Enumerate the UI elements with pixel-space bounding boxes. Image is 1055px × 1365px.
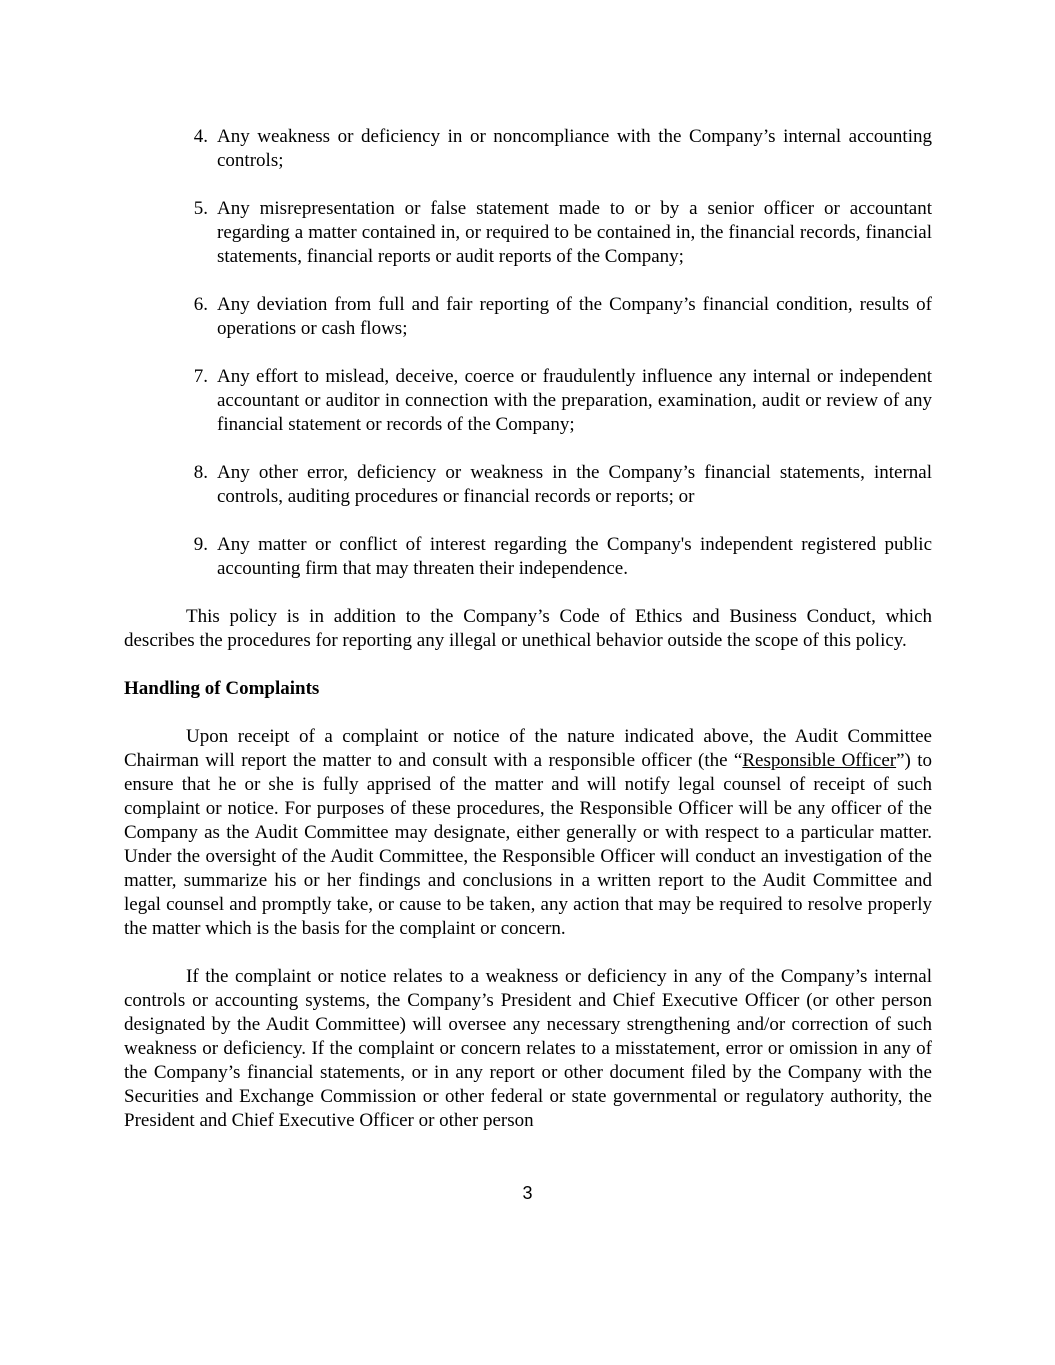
handling-paragraph [124,725,932,941]
list-item-number: 6. [193,294,208,315]
weakness-paragraph: If the complaint or notice relates to a weakness or deficiency in any of the Company’s internal controls or accounting systems, the Company’s President and Chief Executive Officer (or other person designated by the Audit Committee) will oversee any necessary strengthening and/or correction of such weakness or deficiency. If the complaint or concern relates to a misstatement, error or omission in any of the Company’s financial statements, or in any report or other document filed by the Company with the Securities and Exchange Commission or other federal or state governmental or regulatory authority, the President and Chief Executive Officer or other person [124,966,932,1131]
list-item-text: Any misrepresentation or false statement made to or by a senior officer or accountant regarding a matter contained in, or required to be contained in, the financial records, financial statements, financial reports or audit reports of the Company; [217,198,932,267]
section-heading: Handling of Complaints [124,678,320,699]
list-item-number: 4. [193,126,208,147]
page-content [124,125,932,1157]
list-item [124,125,932,173]
list-item [124,461,932,509]
list-item [124,197,932,269]
handling-text-end: ”) to ensure that he or she is fully apprised of the matter and will notify legal counsel of receipt of such complaint or notice. For purposes of these procedures, the Responsible Officer will be any officer of the Company as the Audit Committee may designate, either generally or with respect to a particular matter. Under the oversight of the Audit Committee, the Responsible Officer will conduct an investigation of the matter, summarize his or her findings and conclusions in a written report to the Audit Committee and legal counsel and promptly take, or cause to be taken, any action that may be required to resolve properly the matter which is the basis for the complaint or concern. [124,750,932,939]
list-item-number: 8. [193,462,208,483]
list-item-text: Any other error, deficiency or weakness in the Company’s financial statements, internal controls, auditing procedures or financial records or reports; or [217,462,932,507]
list-item-number: 9. [193,534,208,555]
page-number: 3 [522,1183,533,1203]
list-item [124,365,932,437]
handling-text-start: Upon receipt of a complaint or notice of the nature indicated above, the Audit Committee Chairman will report the matter to and consult with a responsible officer (the “ [124,726,932,771]
list-item-text: Any matter or conflict of interest regarding the Company's independent registered public accounting firm that may threaten their independence. [217,534,932,579]
list-item-text: Any effort to mislead, deceive, coerce or fraudulently influence any internal or independent accountant or auditor in connection with the preparation, examination, audit or review of any financial statement or records of the Company; [217,366,932,435]
list-item-text: Any weakness or deficiency in or noncompliance with the Company’s internal accounting controls; [217,126,932,171]
defined-term: Responsible Officer [742,750,897,771]
list-item-number: 7. [193,366,208,387]
list-item-text: Any deviation from full and fair reporting of the Company’s financial condition, results of operations or cash flows; [217,294,932,339]
policy-paragraph: This policy is in addition to the Company’s Code of Ethics and Business Conduct, which describes the procedures for reporting any illegal or unethical behavior outside the scope of this policy. [124,606,932,651]
list-item-number: 5. [193,198,208,219]
list-item [124,533,932,581]
list-item [124,293,932,341]
